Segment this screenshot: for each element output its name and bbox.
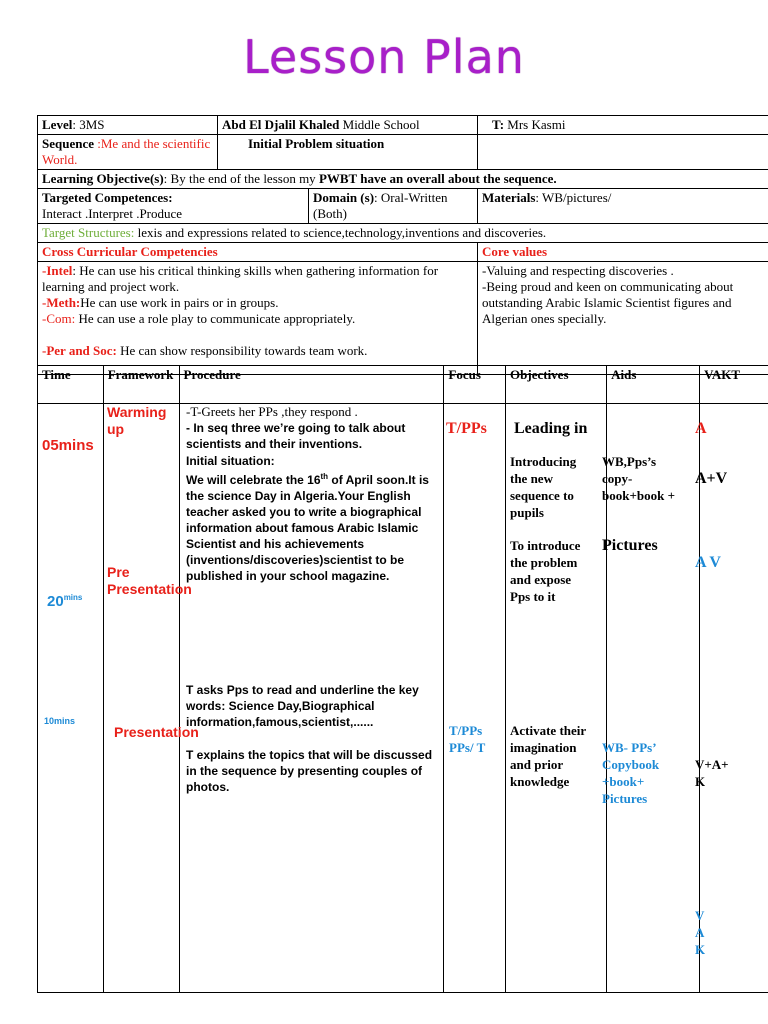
col-framework: Framework [103, 366, 179, 404]
situation-text-sup: th [320, 472, 329, 481]
structures-value: lexis and expressions related to science,technology,inventions and discoveries. [134, 225, 547, 240]
procedure-seq-intro: - In seq three we’re going to talk about scientists and their inventions. [186, 421, 406, 451]
meth-value: He can use work in pairs or in groups. [80, 295, 279, 310]
time-2-num: 20 [47, 593, 64, 610]
vakt-4: V+A+ K [695, 757, 729, 789]
teacher-cell [478, 116, 768, 135]
materials-label: Materials [482, 190, 536, 205]
procedure-situation-text [186, 469, 438, 584]
objective-mid: : By the end of the lesson my [163, 171, 319, 186]
sequence-label: Sequence [42, 136, 94, 151]
meth-line [42, 295, 473, 311]
col-procedure: Procedure [179, 366, 444, 404]
cross-label-cell: Cross Curricular Competencies [38, 243, 478, 262]
procedure-topics: T explains the topics that will be discussed in the sequence by presenting couples of photos. [186, 748, 433, 794]
objective-2: Introducing the new sequence to pupils [510, 454, 577, 520]
soc-label: -Per and Soc: [42, 343, 117, 358]
col-vakt: VAKT [700, 366, 768, 404]
situation-cell: Initial Problem situation [218, 135, 478, 170]
structures-label: Target Structures: [42, 225, 135, 240]
core-content-cell [478, 262, 768, 375]
objective-bold: PWBT have an overall about the sequence. [318, 171, 557, 186]
objective-1: Leading in [514, 420, 588, 437]
procedure-situation-label: Initial situation: [186, 454, 275, 468]
procedure-keywords: T asks Pps to read and underline the key words: Science Day,Biographical information,famous,scientist,...... [186, 683, 419, 729]
focus-2: T/PPs PPs/ T [449, 723, 486, 755]
level-label: Level [42, 117, 73, 132]
sequence-sep: : [94, 136, 101, 151]
time-presentation: 10mins [44, 716, 76, 726]
vakt-column [700, 404, 768, 993]
lesson-info-table [37, 115, 768, 375]
col-time: Time [38, 366, 104, 404]
vakt-2: A+V [695, 470, 728, 487]
soc-line [42, 343, 473, 359]
time-2-unit: mins [63, 593, 83, 602]
objective-3: To introduce the problem and expose Pps to it [510, 538, 581, 604]
structures-cell [38, 224, 768, 243]
vakt-1: A [695, 420, 707, 437]
materials-cell [478, 189, 768, 224]
teacher-value: Mrs Kasmi [504, 117, 566, 132]
time-column [38, 404, 104, 993]
time-pre-presentation [47, 593, 82, 610]
situation-text-b: of April soon.It is the science Day in Algeria.Your English teacher asked you to write a biographical information about famous Arabic Islamic Scientist and his achievements (inventions/discoveries)scientist to be published in your school magazine. [186, 473, 429, 583]
aids-1: WB,Pps’s copy-book+book + [602, 454, 675, 503]
aids-3: WB- PPs’ Copybook +book+ Pictures [602, 740, 660, 806]
intel-label: -Intel [42, 263, 73, 278]
page-title: Lesson Plan [243, 30, 525, 84]
soc-value: He can show responsibility towards team work. [116, 343, 368, 358]
domain-label: Domain (s) [313, 190, 375, 205]
level-cell [38, 116, 218, 135]
framework-presentation: Presentation [114, 724, 199, 740]
sequence-cell [38, 135, 218, 170]
empty-cell [478, 135, 768, 170]
level-value: : 3MS [72, 117, 105, 132]
school-rest: Middle School [339, 117, 420, 132]
objective-4: Activate their imagination and prior knowledge [510, 723, 586, 789]
situation-text-a: We will celebrate the 16 [186, 473, 321, 487]
competences-value: Interact .Interpret .Produce [42, 206, 183, 221]
sequence-value: Me and the scientific World. [42, 136, 211, 167]
competences-label: Targeted Competences: [42, 190, 173, 205]
focus-column [444, 404, 506, 993]
competences-cell [38, 189, 309, 224]
materials-value: : WB/pictures/ [535, 190, 612, 205]
core-value-2: -Being proud and keen on communicating about outstanding Arabic Islamic Scientist figures and Algerian ones specially. [482, 279, 734, 326]
col-objectives: Objectives [506, 366, 607, 404]
intel-value: : He can use his critical thinking skills when gathering information for learning and project work. [42, 263, 439, 294]
school-name: Abd El Djalil Khaled [222, 117, 340, 132]
intel-line [42, 263, 473, 295]
time-warmup: 05mins [42, 437, 94, 454]
col-focus: Focus [444, 366, 506, 404]
com-line [42, 311, 473, 327]
com-value: He can use a role play to communicate appropriately. [75, 311, 356, 326]
aids-2: Pictures [602, 537, 658, 554]
cross-content-cell [38, 262, 478, 375]
core-value-1: -Valuing and respecting discoveries . [482, 263, 674, 278]
core-label-cell: Core values [478, 243, 768, 262]
com-label: -Com: [42, 311, 76, 326]
domain-cell [309, 189, 478, 224]
focus-1: T/PPs [446, 420, 487, 437]
objective-cell [38, 170, 768, 189]
school-cell [218, 116, 478, 135]
procedure-greeting: -T-Greets her PPs ,they respond . [186, 404, 358, 419]
teacher-label: T: [492, 117, 505, 132]
vakt-5: V A K [695, 908, 706, 957]
vakt-3: A V [695, 554, 721, 571]
objective-label: Learning Objective(s) [42, 171, 164, 186]
domain-value: : Oral-Written (Both) [313, 190, 448, 221]
framework-column [103, 404, 199, 993]
framework-pre-presentation: Pre Presentation [107, 564, 192, 597]
meth-label: -Meth: [42, 295, 81, 310]
framework-warmup: Warming up [107, 404, 167, 437]
col-aids: Aids [607, 366, 700, 404]
